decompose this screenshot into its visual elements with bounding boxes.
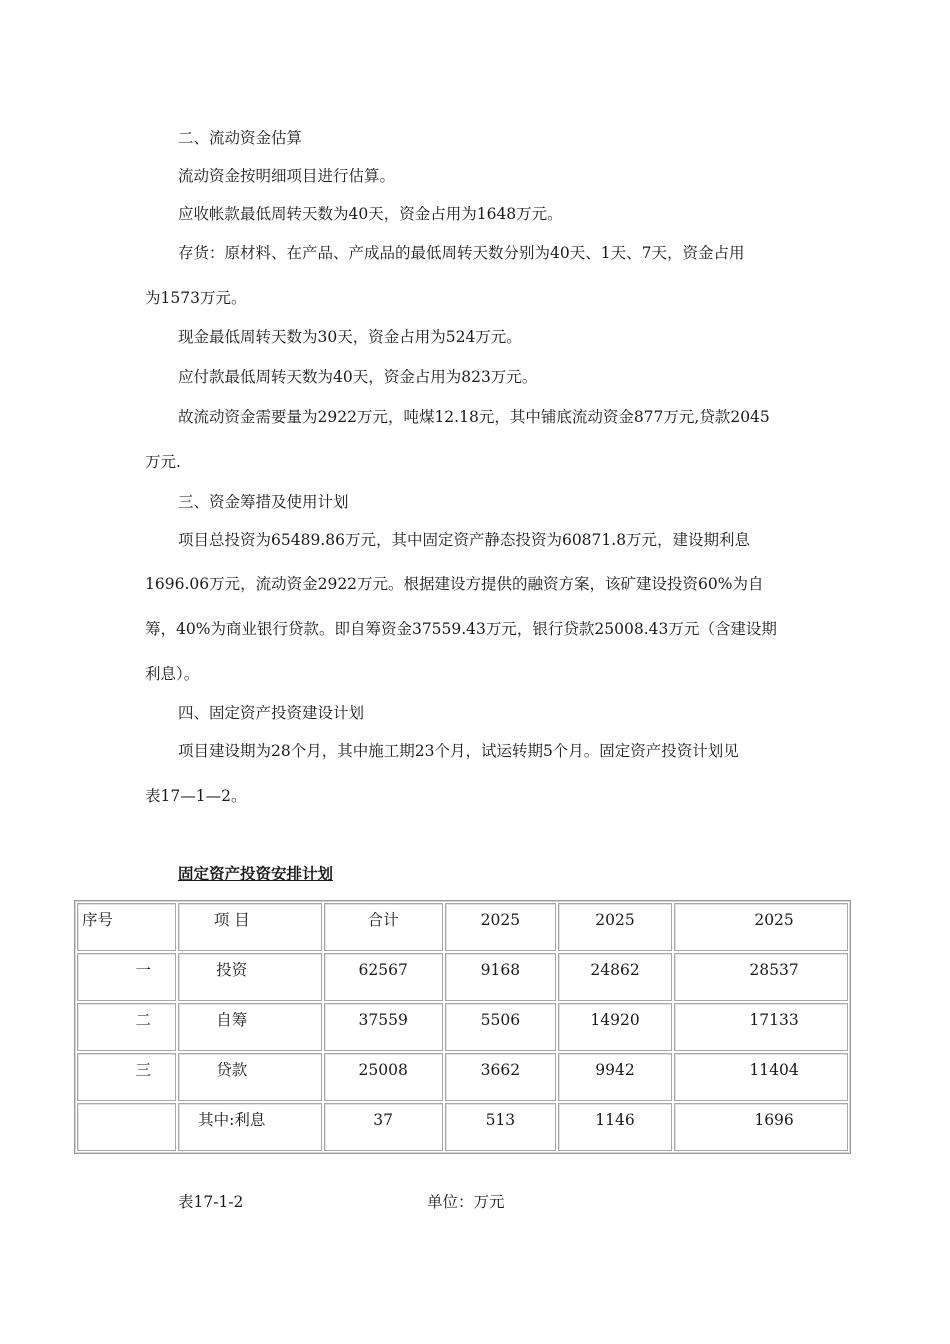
paragraph-continuation: 1696.06万元，流动资金2922万元。根据建设方提供的融资方案，该矿建设投资60%为自 <box>145 575 764 593</box>
paragraph: 应付款最低周转天数为40天，资金占用为823万元。 <box>178 368 538 386</box>
table-row <box>77 953 848 1001</box>
table-cell-seq: 一 <box>77 953 176 1001</box>
paragraph: 故流动资金需要量为2922万元，吨煤12.18元，其中铺底流动资金877万元,贷款2045 <box>178 408 770 426</box>
table-cell-item: 投资 <box>178 953 322 1001</box>
table-cell-seq <box>77 1103 176 1151</box>
paragraph: 存货：原材料、在产品、产成品的最低周转天数分别为40天、1天、7天，资金占用 <box>178 244 745 262</box>
table-cell-value: 24862 <box>558 953 672 1001</box>
table-header-row <box>77 903 848 951</box>
table-row <box>77 1103 848 1151</box>
table-cell-item: 自筹 <box>178 1003 322 1051</box>
paragraph: 应收帐款最低周转天数为40天，资金占用为1648万元。 <box>178 205 563 223</box>
section-heading-working-capital: 二、流动资金估算 <box>178 129 303 147</box>
paragraph: 流动资金按明细项目进行估算。 <box>178 167 396 185</box>
table-reference: 表17-1-2 <box>178 1193 244 1211</box>
table-cell-value: 17133 <box>674 1003 848 1051</box>
table-cell-value: 513 <box>445 1103 556 1151</box>
paragraph-continuation: 万元. <box>145 453 181 471</box>
table-cell-value: 37 <box>324 1103 443 1151</box>
table-cell-item: 其中:利息 <box>178 1103 322 1151</box>
header-cell-year: 2025 <box>445 903 556 951</box>
table-cell-value: 62567 <box>324 953 443 1001</box>
paragraph: 项目建设期为28个月，其中施工期23个月，试运转期5个月。固定资产投资计划见 <box>178 742 739 760</box>
section-heading-financing: 三、资金筹措及使用计划 <box>178 493 349 511</box>
paragraph-continuation: 筹，40%为商业银行贷款。即自筹资金37559.43万元，银行贷款25008.43万元（含建设期 <box>145 620 777 638</box>
table-cell-value: 1146 <box>558 1103 672 1151</box>
table-cell-item: 贷款 <box>178 1053 322 1101</box>
section-heading-construction-plan: 四、固定资产投资建设计划 <box>178 704 365 722</box>
header-cell-year: 2025 <box>558 903 672 951</box>
paragraph-continuation: 利息）。 <box>145 665 200 683</box>
header-cell-total: 合计 <box>324 903 443 951</box>
header-cell-year: 2025 <box>674 903 848 951</box>
table-cell-value: 11404 <box>674 1053 848 1101</box>
paragraph-continuation: 表17—1—2。 <box>145 787 247 805</box>
paragraph: 项目总投资为65489.86万元，其中固定资产静态投资为60871.8万元，建设期利息 <box>178 531 751 549</box>
paragraph-continuation: 为1573万元。 <box>145 289 247 307</box>
investment-schedule-table <box>74 900 851 1154</box>
table-cell-value: 25008 <box>324 1053 443 1101</box>
table-cell-value: 14920 <box>558 1003 672 1051</box>
table-cell-seq: 三 <box>77 1053 176 1101</box>
table-cell-value: 28537 <box>674 953 848 1001</box>
table-cell-seq: 二 <box>77 1003 176 1051</box>
unit-label: 单位：万元 <box>427 1193 505 1211</box>
header-cell-item: 项 目 <box>178 903 322 951</box>
table-cell-value: 5506 <box>445 1003 556 1051</box>
table-row <box>77 1053 848 1101</box>
table-cell-value: 3662 <box>445 1053 556 1101</box>
header-cell-seq: 序号 <box>77 903 176 951</box>
table-title: 固定资产投资安排计划 <box>178 864 334 883</box>
table-cell-value: 1696 <box>674 1103 848 1151</box>
table-cell-value: 9168 <box>445 953 556 1001</box>
table-cell-value: 9942 <box>558 1053 672 1101</box>
paragraph: 现金最低周转天数为30天，资金占用为524万元。 <box>178 328 522 346</box>
table-row <box>77 1003 848 1051</box>
table-cell-value: 37559 <box>324 1003 443 1051</box>
